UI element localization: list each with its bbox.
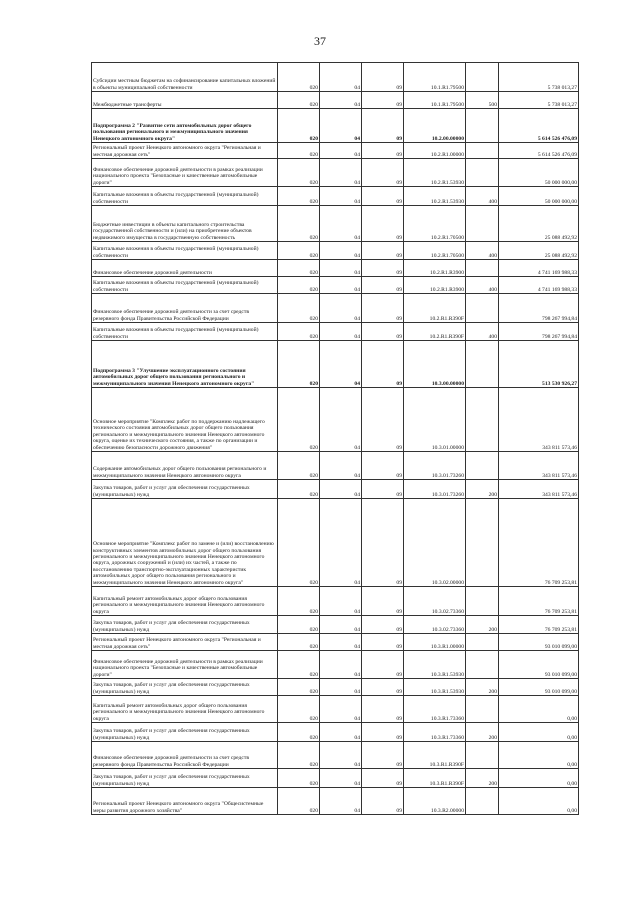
target-article-cell: 10.3.00.00000 [404,341,466,388]
table-row [92,742,579,769]
ministry-code-cell: 020 [278,480,320,499]
target-article-cell: 10.3.02.73360 [404,616,466,634]
row-name-cell: Капитальные вложения в объекты государственной (муниципальной) собственности [92,242,278,260]
subsection-code-cell: 09 [362,651,404,679]
table-row [92,187,579,206]
subsection-code-cell: 09 [362,341,404,388]
table-row [92,242,579,260]
row-name-cell: Финансовое обеспечение дорожной деятельности за счет средств резервного фонда Правительства Российской Федерации [92,742,278,769]
expense-type-cell [466,587,499,616]
section-code-cell: 04 [320,769,362,788]
row-name-cell: Подпрограмма 3 "Улучшение эксплуатационного состояния автомобильных дорог общего пользования регионального и межмуниципального значения Ненецкого автономного округа" [92,341,278,388]
table-row [92,92,579,109]
section-code-cell: 04 [320,143,362,159]
target-article-cell: 10.2.R1.R390F [404,294,466,323]
target-article-cell: 10.1.R1.79500 [404,92,466,109]
subsection-code-cell: 09 [362,260,404,277]
target-article-cell: 10.3.R1.R390F [404,769,466,788]
row-name-cell: Закупка товаров, работ и услуг для обеспечения государственных (муниципальных) нужд [92,679,278,696]
amount-cell: 5 738 013,27 [499,63,579,92]
row-name-cell: Финансовое обеспечение дорожной деятельности в рамках реализации национального проекта "Безопасные и качественные автомобильные дороги" [92,651,278,679]
expense-type-cell [466,206,499,242]
amount-cell: 76 709 253,81 [499,587,579,616]
expense-type-cell [466,388,499,452]
target-article-cell: 10.2.R1.R390F [404,323,466,341]
section-code-cell: 04 [320,277,362,294]
section-code-cell: 04 [320,109,362,143]
target-article-cell: 10.2.R1.R3900 [404,260,466,277]
ministry-code-cell: 020 [278,679,320,696]
amount-cell: 798 267 994,84 [499,294,579,323]
expense-type-cell: 400 [466,242,499,260]
subsection-code-cell: 09 [362,788,404,815]
row-name-cell: Капитальные вложения в объекты государственной (муниципальной) собственности [92,277,278,294]
section-code-cell: 04 [320,634,362,651]
subsection-code-cell: 09 [362,277,404,294]
ministry-code-cell: 020 [278,769,320,788]
subsection-code-cell: 09 [362,587,404,616]
amount-cell: 93 010 099,00 [499,634,579,651]
subsection-code-cell: 09 [362,63,404,92]
table-row [92,634,579,651]
section-code-cell: 04 [320,651,362,679]
row-name-cell: Финансовое обеспечение дорожной деятельности за счет средств резервного фонда Правительства Российской Федерации [92,294,278,323]
table-row [92,679,579,696]
ministry-code-cell: 020 [278,788,320,815]
table-row [92,788,579,815]
target-article-cell: 10.3.R1.R390F [404,742,466,769]
ministry-code-cell: 020 [278,723,320,742]
amount-cell: 4 741 169 988,33 [499,260,579,277]
target-article-cell: 10.3.R2.00000 [404,788,466,815]
table-row [92,769,579,788]
section-code-cell: 04 [320,341,362,388]
table-row [92,723,579,742]
target-article-cell: 10.3.01.73260 [404,452,466,480]
amount-cell: 343 811 573,46 [499,452,579,480]
section-code-cell: 04 [320,92,362,109]
row-name-cell: Закупка товаров, работ и услуг для обеспечения государственных (муниципальных) нужд [92,616,278,634]
subsection-code-cell: 09 [362,206,404,242]
ministry-code-cell: 020 [278,634,320,651]
expense-type-cell: 200 [466,616,499,634]
expense-type-cell [466,143,499,159]
row-name-cell: Подпрограмма 2 "Развитие сети автомобильных дорог общего пользования регионального и межмуниципального значения Ненецкого автономного округа" [92,109,278,143]
row-name-cell: Закупка товаров, работ и услуг для обеспечения государственных (муниципальных) нужд [92,769,278,788]
ministry-code-cell: 020 [278,143,320,159]
amount-cell: 50 000 000,00 [499,187,579,206]
amount-cell: 0,00 [499,696,579,723]
section-code-cell: 04 [320,323,362,341]
subsection-code-cell: 09 [362,769,404,788]
target-article-cell: 10.3.R1.73360 [404,723,466,742]
target-article-cell: 10.2.R1.00000 [404,143,466,159]
target-article-cell: 10.2.R1.R3900 [404,277,466,294]
ministry-code-cell: 020 [278,616,320,634]
section-code-cell: 04 [320,587,362,616]
subsection-code-cell: 09 [362,696,404,723]
ministry-code-cell: 020 [278,587,320,616]
row-name-cell: Межбюджетные трансферты [92,92,278,109]
target-article-cell: 10.2.R1.53930 [404,187,466,206]
target-article-cell: 10.1.R1.79500 [404,63,466,92]
ministry-code-cell: 020 [278,388,320,452]
expense-type-cell [466,109,499,143]
table-row [92,616,579,634]
row-name-cell: Основное мероприятие "Комплекс работ по поддержанию надлежащего технического состояния автомобильных дорог общего пользования регионального и межмуниципального значения Ненецкого автономного округа, оценке их технического состояния, а также по организации и обеспечению безопасности дорожного движения" [92,388,278,452]
ministry-code-cell: 020 [278,294,320,323]
row-name-cell: Капитальные вложения в объекты государственной (муниципальной) собственности [92,323,278,341]
subsection-code-cell: 09 [362,92,404,109]
amount-cell: 0,00 [499,788,579,815]
expense-type-cell: 200 [466,480,499,499]
target-article-cell: 10.3.R1.73360 [404,696,466,723]
section-code-cell: 04 [320,788,362,815]
subsection-code-cell: 09 [362,294,404,323]
amount-cell: 0,00 [499,723,579,742]
table-row [92,294,579,323]
ministry-code-cell: 020 [278,242,320,260]
subsection-code-cell: 09 [362,742,404,769]
ministry-code-cell: 020 [278,323,320,341]
subsection-code-cell: 09 [362,242,404,260]
amount-cell: 513 530 926,27 [499,341,579,388]
row-name-cell: Закупка товаров, работ и услуг для обеспечения государственных (муниципальных) нужд [92,480,278,499]
expense-type-cell: 400 [466,277,499,294]
ministry-code-cell: 020 [278,260,320,277]
expense-type-cell [466,294,499,323]
table-row [92,388,579,452]
amount-cell: 5 614 526 476,09 [499,109,579,143]
table-row [92,499,579,587]
subsection-code-cell: 09 [362,187,404,206]
section-code-cell: 04 [320,260,362,277]
ministry-code-cell: 020 [278,187,320,206]
amount-cell: 25 088 492,92 [499,206,579,242]
table-row [92,109,579,143]
row-name-cell: Капитальный ремонт автомобильных дорог общего пользования регионального и межмуниципального значения Ненецкого автономного округа [92,696,278,723]
section-code-cell: 04 [320,452,362,480]
expense-type-cell [466,788,499,815]
target-article-cell: 10.2.R1.53930 [404,159,466,187]
expense-type-cell [466,341,499,388]
target-article-cell: 10.3.R1.53930 [404,651,466,679]
section-code-cell: 04 [320,679,362,696]
target-article-cell: 10.3.01.00000 [404,388,466,452]
row-name-cell: Бюджетные инвестиции в объекты капитального строительства государственной собственности и (или) на приобретение объектов недвижимого имущества в государственную собственность [92,206,278,242]
row-name-cell: Основное мероприятие "Комплекс работ по замене и (или) восстановлению конструктивных элементов автомобильных дорог общего пользования регионального и межмуниципального значения Ненецкого автономного округа, дорожных сооружений и (или) их частей, а также по восстановлению транспортно-эксплуатационных характеристик автомобильных дорог общего пользования регионального и межмуниципального значения Ненецкого автономного округа" [92,499,278,587]
amount-cell: 25 088 492,92 [499,242,579,260]
expense-type-cell: 200 [466,769,499,788]
subsection-code-cell: 09 [362,323,404,341]
section-code-cell: 04 [320,616,362,634]
ministry-code-cell: 020 [278,277,320,294]
expense-type-cell [466,63,499,92]
table-row [92,587,579,616]
subsection-code-cell: 09 [362,388,404,452]
row-name-cell: Региональный проект Ненецкого автономного округа "Общесистемные меры развития дорожного хозяйства" [92,788,278,815]
expense-type-cell: 200 [466,723,499,742]
row-name-cell: Субсидии местным бюджетам на софинансирование капитальных вложений в объекты муниципальной собственности [92,63,278,92]
ministry-code-cell: 020 [278,341,320,388]
table-row [92,480,579,499]
expense-type-cell: 200 [466,679,499,696]
section-code-cell: 04 [320,187,362,206]
subsection-code-cell: 09 [362,159,404,187]
ministry-code-cell: 020 [278,159,320,187]
row-name-cell: Региональный проект Ненецкого автономного округа "Региональная и местная дорожная сеть" [92,143,278,159]
expense-type-cell [466,696,499,723]
subsection-code-cell: 09 [362,679,404,696]
row-name-cell: Региональный проект Ненецкого автономного округа "Региональная и местная дорожная сеть" [92,634,278,651]
table-row [92,696,579,723]
section-code-cell: 04 [320,63,362,92]
section-code-cell: 04 [320,242,362,260]
target-article-cell: 10.3.R1.53930 [404,679,466,696]
amount-cell: 93 010 099,00 [499,651,579,679]
row-name-cell: Финансовое обеспечение дорожной деятельности в рамках реализации национального проекта "Безопасные и качественные автомобильные дороги" [92,159,278,187]
subsection-code-cell: 09 [362,480,404,499]
row-name-cell: Закупка товаров, работ и услуг для обеспечения государственных (муниципальных) нужд [92,723,278,742]
ministry-code-cell: 020 [278,63,320,92]
amount-cell: 5 614 526 476,09 [499,143,579,159]
table-row [92,651,579,679]
subsection-code-cell: 09 [362,143,404,159]
ministry-code-cell: 020 [278,696,320,723]
subsection-code-cell: 09 [362,616,404,634]
expense-type-cell: 400 [466,323,499,341]
expense-type-cell [466,499,499,587]
amount-cell: 5 738 013,27 [499,92,579,109]
section-code-cell: 04 [320,696,362,723]
amount-cell: 343 811 573,46 [499,480,579,499]
target-article-cell: 10.2.R1.70500 [404,206,466,242]
section-code-cell: 04 [320,206,362,242]
section-code-cell: 04 [320,480,362,499]
target-article-cell: 10.3.01.73260 [404,480,466,499]
table-row [92,63,579,92]
section-code-cell: 04 [320,723,362,742]
expense-type-cell: 500 [466,92,499,109]
table-row [92,159,579,187]
ministry-code-cell: 020 [278,109,320,143]
amount-cell: 50 000 000,00 [499,159,579,187]
table-row [92,143,579,159]
section-code-cell: 04 [320,499,362,587]
budget-table [91,62,579,815]
section-code-cell: 04 [320,742,362,769]
ministry-code-cell: 020 [278,742,320,769]
page-number: 37 [314,34,326,48]
row-name-cell: Содержание автомобильных дорог общего пользования регионального и межмуниципального значения Ненецкого автономного округа [92,452,278,480]
expense-type-cell [466,634,499,651]
amount-cell: 76 709 253,81 [499,499,579,587]
expense-type-cell [466,159,499,187]
ministry-code-cell: 020 [278,499,320,587]
table-row [92,341,579,388]
section-code-cell: 04 [320,388,362,452]
ministry-code-cell: 020 [278,206,320,242]
expense-type-cell [466,452,499,480]
subsection-code-cell: 09 [362,452,404,480]
amount-cell: 0,00 [499,742,579,769]
expense-type-cell [466,742,499,769]
expense-type-cell: 400 [466,187,499,206]
row-name-cell: Финансовое обеспечение дорожной деятельности [92,260,278,277]
expense-type-cell [466,651,499,679]
row-name-cell: Капитальный ремонт автомобильных дорог общего пользования регионального и межмуниципального значения Ненецкого автономного округа [92,587,278,616]
target-article-cell: 10.2.R1.70500 [404,242,466,260]
ministry-code-cell: 020 [278,651,320,679]
ministry-code-cell: 020 [278,452,320,480]
amount-cell: 93 010 099,00 [499,679,579,696]
amount-cell: 798 267 994,84 [499,323,579,341]
table-row [92,277,579,294]
amount-cell: 4 741 169 988,33 [499,277,579,294]
table-row [92,260,579,277]
subsection-code-cell: 09 [362,109,404,143]
amount-cell: 343 811 573,46 [499,388,579,452]
table-row [92,452,579,480]
target-article-cell: 10.3.02.00000 [404,499,466,587]
subsection-code-cell: 09 [362,723,404,742]
table-row [92,323,579,341]
target-article-cell: 10.3.R1.00000 [404,634,466,651]
amount-cell: 0,00 [499,769,579,788]
section-code-cell: 04 [320,159,362,187]
target-article-cell: 10.2.00.00000 [404,109,466,143]
section-code-cell: 04 [320,294,362,323]
expense-type-cell [466,260,499,277]
table-row [92,206,579,242]
row-name-cell: Капитальные вложения в объекты государственной (муниципальной) собственности [92,187,278,206]
subsection-code-cell: 09 [362,634,404,651]
target-article-cell: 10.3.02.73360 [404,587,466,616]
subsection-code-cell: 09 [362,499,404,587]
ministry-code-cell: 020 [278,92,320,109]
amount-cell: 76 709 253,81 [499,616,579,634]
